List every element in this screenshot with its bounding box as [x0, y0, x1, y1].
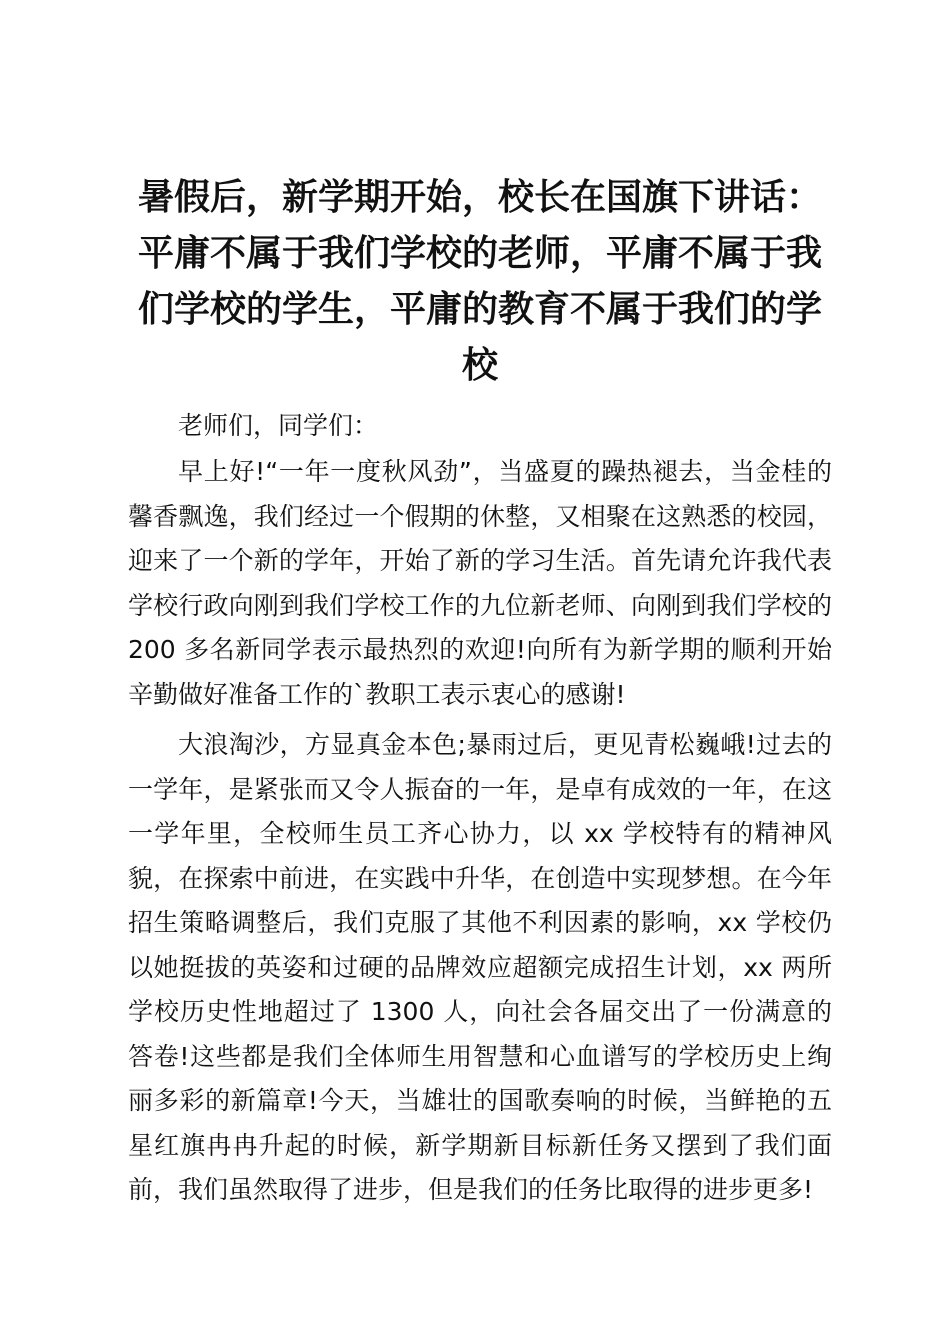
body-paragraph: 大浪淘沙，方显真金本色;暴雨过后，更见青松巍峨!过去的一学年，是紧张而又令人振奋的一年，是卓有成效的一年，在这一学年里，全校师生员工齐心协力，以 xx 学校特有的精神风貌，在探索中前进，在实践中升华，在创造中实现梦想。在今年招生策略调整后，我们克服了其他不利因素的影响，xx 学校仍以她挺拔的英姿和过硬的品牌效应超额完成招生计划，xx 两所学校历史性地超过了 1300 人，向社会各届交出了一份满意的答卷!这些都是我们全体师生用智慧和心血谱写的学校历史上绚丽多彩的新篇章!今天，当雄壮的国歌奏响的时候，当鲜艳的五星红旗冉冉升起的时候，新学期新目标新任务又摆到了我们面前，我们虽然取得了进步，但是我们的任务比取得的进步更多! [128, 730, 832, 1204]
document-body [128, 170, 832, 1213]
document-title: 暑假后，新学期开始，校长在国旗下讲话：平庸不属于我们学校的老师，平庸不属于我们学校的学生，平庸的教育不属于我们的学校 [137, 177, 822, 386]
salutation: 老师们，同学们： [178, 411, 379, 440]
body-paragraph: 早上好!“一年一度秋风劲”，当盛夏的躁热褪去，当金桂的馨香飘逸，我们经过一个假期的休整，又相聚在这熟悉的校园，迎来了一个新的学年，开始了新的学习生活。首先请允许我代表学校行政向刚到我们学校工作的九位新老师、向刚到我们学校的 200 多名新同学表示最热烈的欢迎!向所有为新学期的顺利开始辛勤做好准备工作的`教职工表示衷心的感谢! [128, 457, 832, 709]
